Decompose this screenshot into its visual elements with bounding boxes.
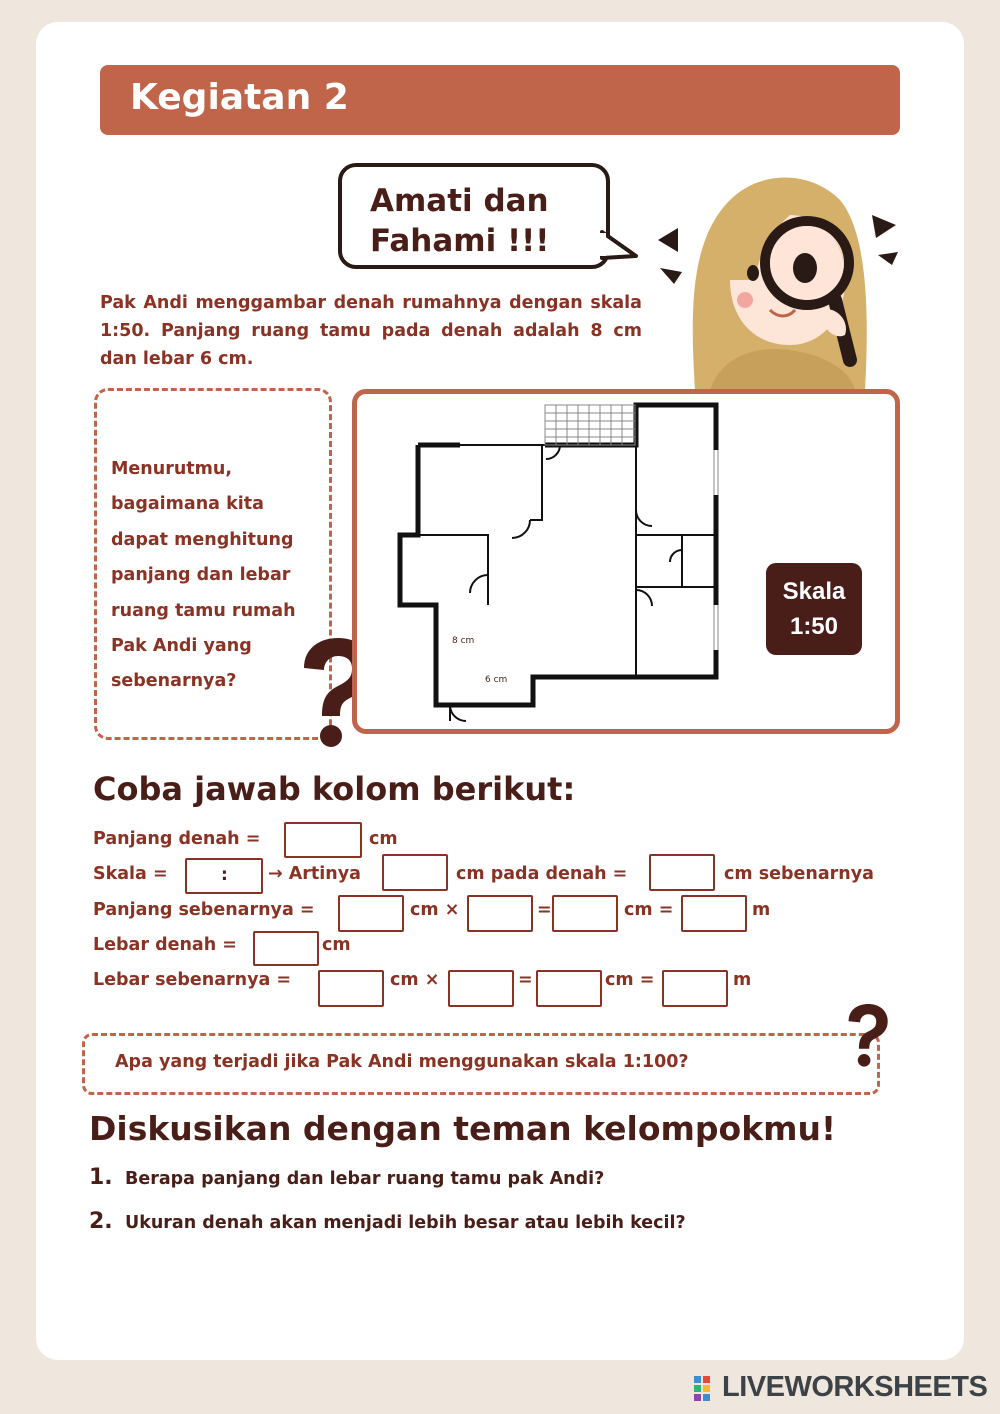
real-length-input-1[interactable]: [338, 895, 404, 932]
activity-banner: [100, 65, 900, 135]
item-number: 2.: [89, 1209, 113, 1234]
meter-label: m: [733, 970, 752, 990]
unit-equals-label: cm =: [624, 900, 674, 920]
real-width-input-3[interactable]: [536, 970, 602, 1007]
question-line: panjang dan lebar: [111, 565, 291, 586]
question-line: Menurutmu,: [111, 459, 232, 479]
speech-bubble-tail: [600, 228, 640, 268]
unit-label: cm: [369, 829, 398, 849]
item-number: 1.: [89, 1165, 113, 1190]
question-line: dapat menghitung: [111, 529, 294, 550]
meaning-label: → Artinya: [268, 864, 361, 884]
discussion-question: Berapa panjang dan lebar ruang tamu pak Andi?: [125, 1169, 605, 1189]
girl-magnifier-illustration: [650, 160, 900, 390]
speech-bubble-text: Amati dan Fahami !!!: [370, 183, 550, 259]
scale-question-box: [82, 1033, 880, 1095]
liveworksheets-brand: LIVEWORKSHEETS: [722, 1371, 988, 1403]
discussion-question: Ukuran denah akan menjadi lebih besar atau lebih kecil?: [125, 1213, 686, 1233]
scale-badge: [766, 563, 862, 655]
plan-length-label: Panjang denah =: [93, 829, 261, 849]
real-width-label: Lebar sebenarnya =: [93, 970, 292, 990]
section-answer-title: Coba jawab kolom berikut:: [93, 770, 576, 808]
real-length-label: Panjang sebenarnya =: [93, 900, 315, 920]
liveworksheets-icon: [694, 1376, 720, 1402]
question-text: [111, 452, 321, 700]
unit-times-label: cm ×: [410, 900, 460, 920]
real-length-input-3[interactable]: [552, 895, 618, 932]
speech-bubble: [338, 163, 610, 269]
floorplan-width-label: 6 cm: [485, 675, 508, 685]
scale-question-text: Apa yang terjadi jika Pak Andi menggunakan skala 1:100?: [115, 1052, 689, 1072]
real-width-input-2[interactable]: [448, 970, 514, 1007]
question-line: bagaimana kita: [111, 494, 264, 515]
actual-label: cm sebenarnya: [724, 864, 874, 884]
unit-equals-label: cm =: [605, 970, 655, 990]
scale-ratio-input[interactable]: [185, 858, 263, 894]
plan-length-input[interactable]: [284, 822, 362, 858]
question-line: ruang tamu rumah: [111, 600, 296, 621]
floorplan-length-label: 8 cm: [452, 636, 475, 646]
on-plan-label: cm pada denah =: [456, 864, 628, 884]
real-cm-input[interactable]: [649, 854, 715, 891]
activity-title: Kegiatan 2: [130, 77, 349, 118]
scale-badge-value: 1:50: [789, 613, 839, 640]
real-length-input-2[interactable]: [467, 895, 533, 932]
unit-times-label: cm ×: [390, 970, 440, 990]
question-line: sebenarnya?: [111, 671, 237, 692]
meter-label: m: [752, 900, 771, 920]
real-length-meter-input[interactable]: [681, 895, 747, 932]
question-line: Pak Andi yang: [111, 636, 252, 657]
real-width-input-1[interactable]: [318, 970, 384, 1007]
question-mark-icon: [844, 1002, 890, 1068]
section-discuss-title: Diskusikan dengan teman kelompokmu!: [89, 1109, 837, 1148]
plan-width-label: Lebar denah =: [93, 935, 237, 955]
ratio-colon: :: [221, 865, 228, 885]
plan-cm-input[interactable]: [382, 854, 448, 891]
unit-label: cm: [322, 935, 351, 955]
plan-width-input[interactable]: [253, 931, 319, 966]
intro-paragraph: Pak Andi menggambar denah rumahnya dengan skala 1:50. Panjang ruang tamu pada denah adalah 8 cm dan lebar 6 cm.: [100, 293, 642, 369]
scale-badge-title: Skala: [782, 578, 846, 605]
equals-label: =: [518, 970, 533, 990]
real-width-meter-input[interactable]: [662, 970, 728, 1007]
equals-label: =: [537, 900, 552, 920]
floorplan-diagram: [390, 400, 730, 725]
scale-label: Skala =: [93, 864, 168, 884]
